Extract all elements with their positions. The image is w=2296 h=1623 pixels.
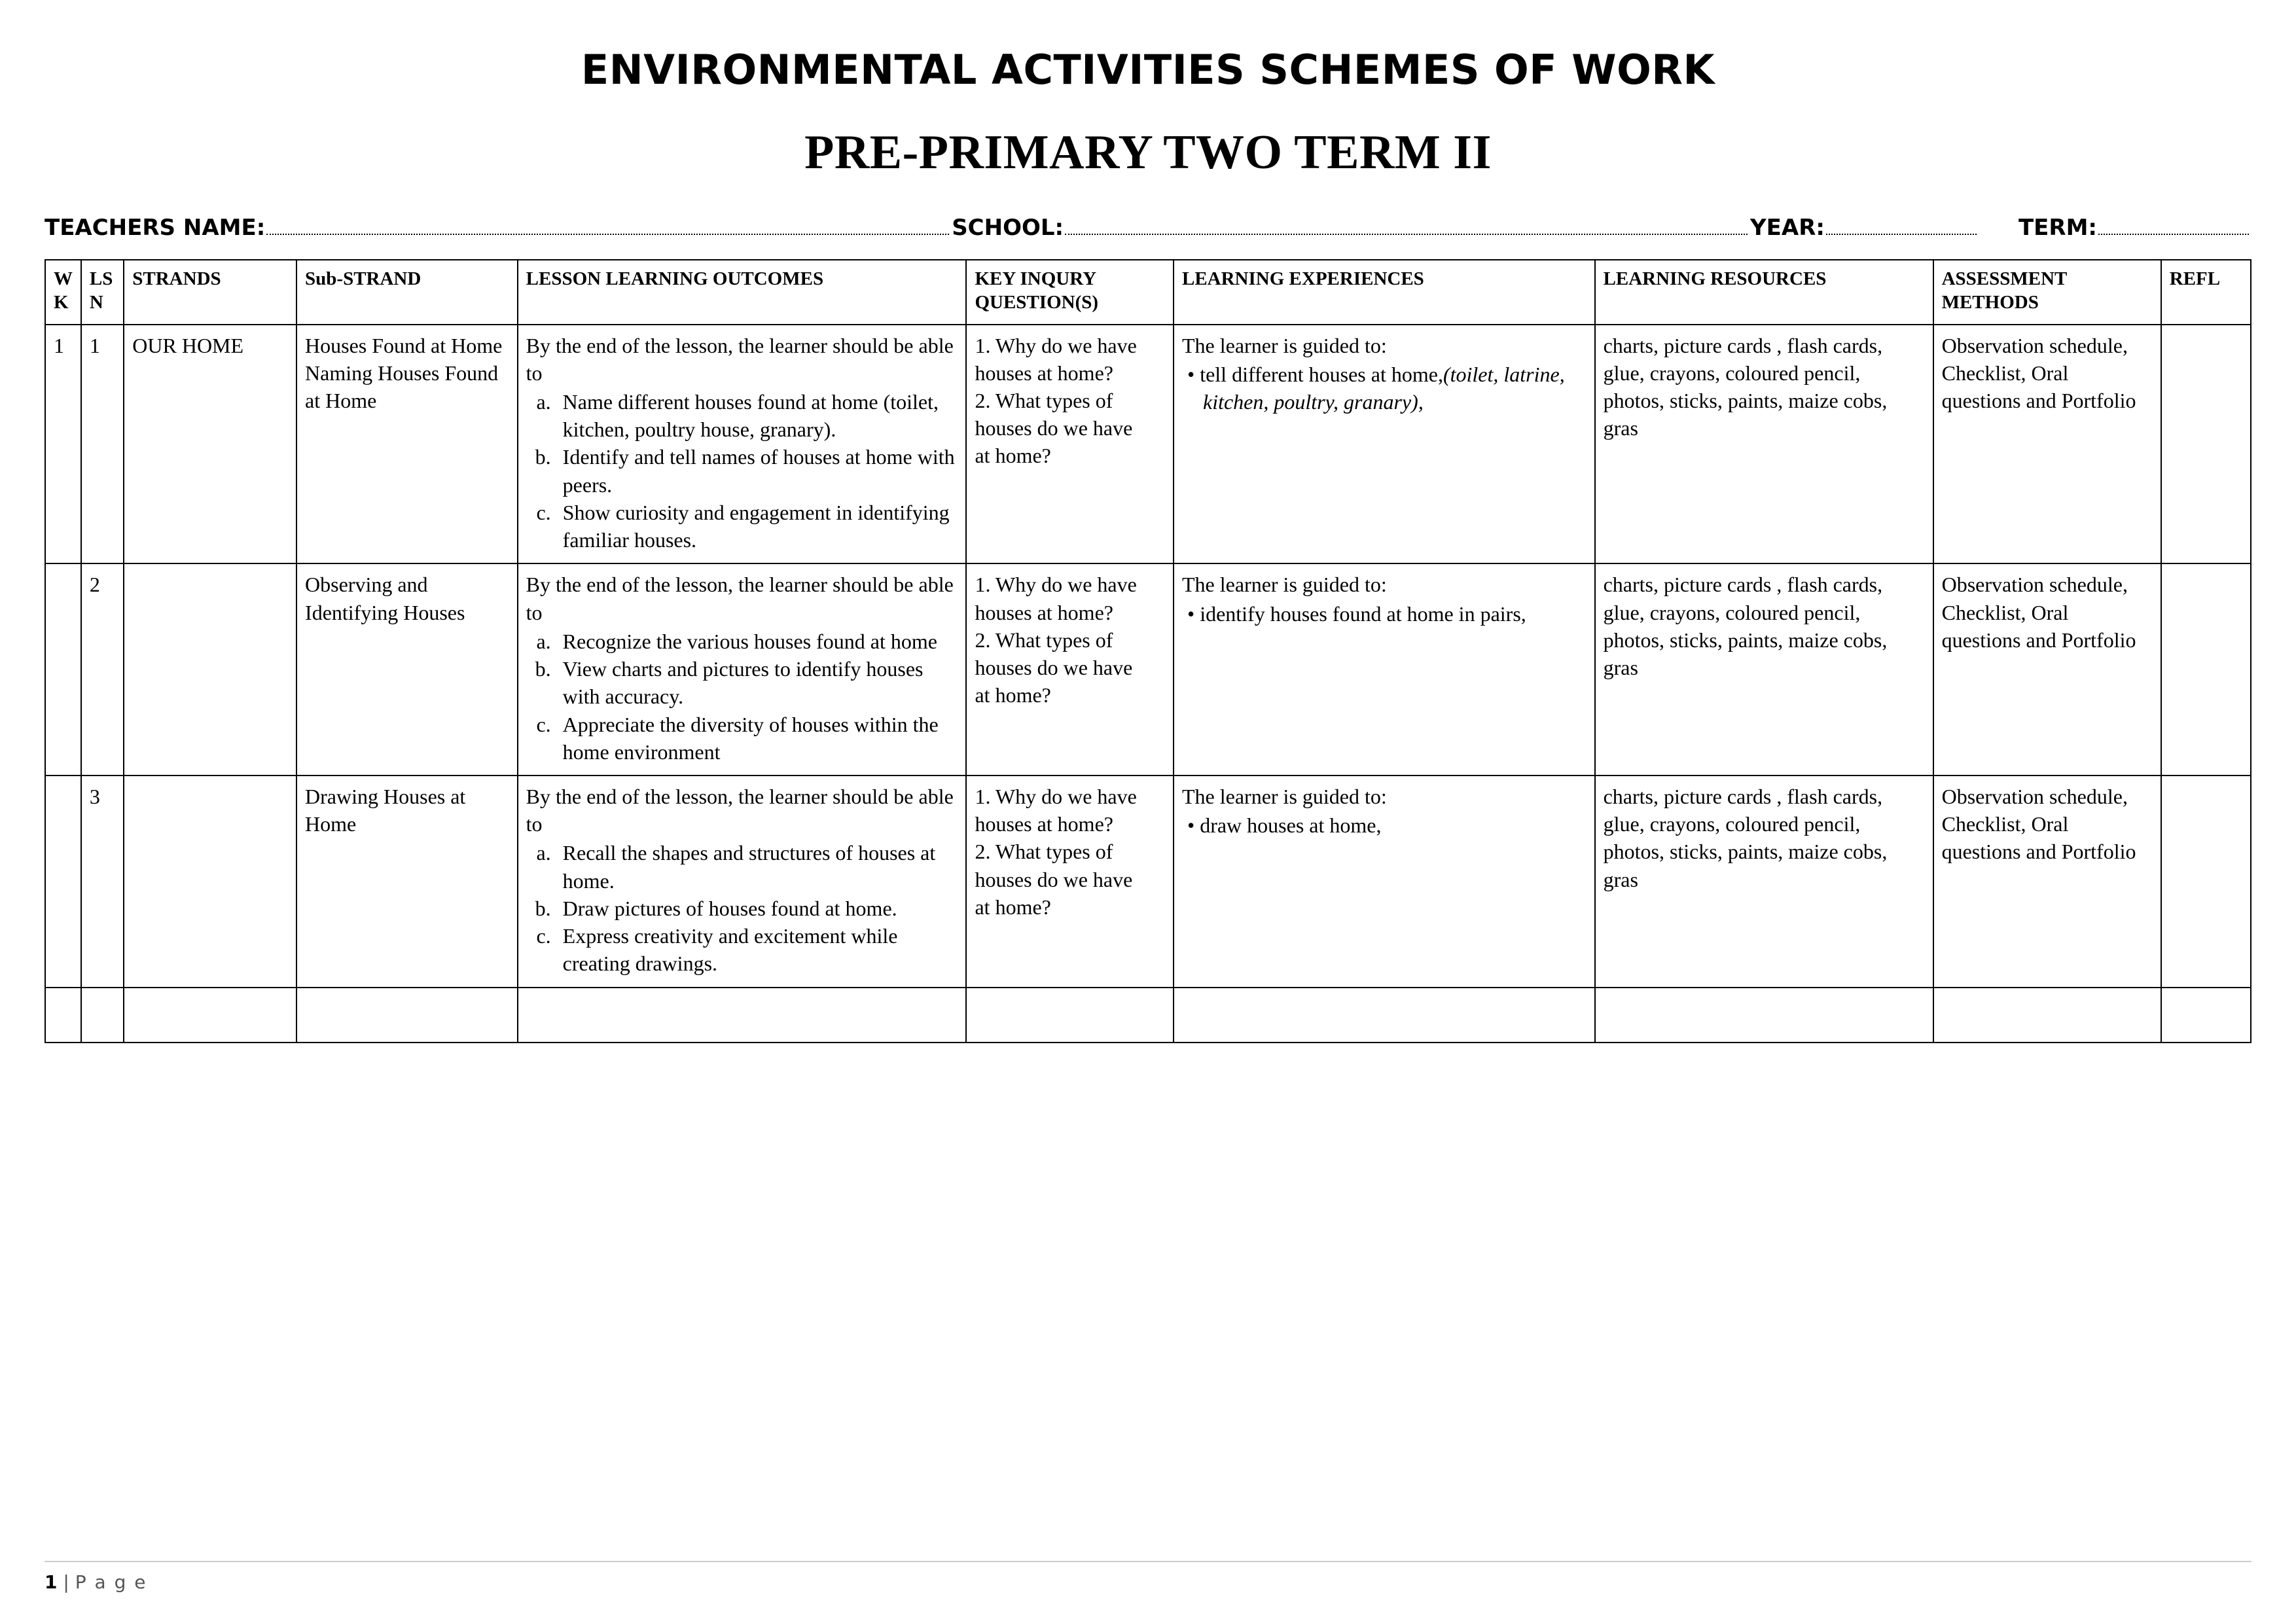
outcome-item: c. Show curiosity and engagement in identifying familiar houses. xyxy=(556,499,958,554)
cell-lsn: 2 xyxy=(81,563,124,776)
header-key-inquiry-questions: KEY INQURY QUESTION(S) xyxy=(966,260,1174,325)
cell-learning-experiences xyxy=(1174,563,1595,776)
cell-strand: OUR HOME xyxy=(124,325,296,564)
outcome-list xyxy=(526,839,958,977)
teachers-name-field[interactable] xyxy=(266,233,949,235)
cell-learning-resources[interactable] xyxy=(1595,988,1933,1043)
header-strands: STRANDS xyxy=(124,260,296,325)
kiq-line: at home? xyxy=(975,895,1051,919)
cell-wk xyxy=(45,563,81,776)
cell-learning-resources: charts, picture cards , flash cards, glue, crayons, coloured pencil, photos, sticks, paints, maize cobs, gras xyxy=(1595,563,1933,776)
cell-outcomes xyxy=(518,563,967,776)
page-subtitle: PRE-PRIMARY TWO TERM II xyxy=(804,126,1492,179)
outcome-item: a. Recall the shapes and structures of houses at home. xyxy=(556,839,958,894)
cell-outcomes xyxy=(518,776,967,988)
document-meta-row xyxy=(45,215,2251,241)
table-row xyxy=(45,563,2251,776)
cell-sub-strand: Houses Found at Home Naming Houses Found at Home xyxy=(296,325,518,564)
outcome-item: b. Identify and tell names of houses at home with peers. xyxy=(556,443,958,498)
school-label: SCHOOL: xyxy=(952,215,1064,241)
header-sub-strand: Sub-STRAND xyxy=(296,260,518,325)
cell-assessment-methods: Observation schedule, Checklist, Oral questions and Portfolio xyxy=(1933,776,2161,988)
cell-refl[interactable] xyxy=(2161,563,2251,776)
experience-list xyxy=(1182,361,1587,416)
header-assessment-methods: ASSESSMENT METHODS xyxy=(1933,260,2161,325)
cell-sub-strand: Observing and Identifying Houses xyxy=(296,563,518,776)
experience-list xyxy=(1182,812,1587,839)
schemes-of-work-table xyxy=(45,259,2251,1043)
kiq-line: at home? xyxy=(975,683,1051,707)
school-field[interactable] xyxy=(1065,233,1748,235)
outcome-item: b. Draw pictures of houses found at home. xyxy=(556,895,958,922)
kiq-line: 2. What types of houses do we have xyxy=(975,388,1133,440)
teachers-name-label: TEACHERS NAME: xyxy=(45,215,266,241)
outcome-item: a. Name different houses found at home (toilet, kitchen, poultry house, granary). xyxy=(556,388,958,443)
experience-item xyxy=(1200,361,1587,416)
footer-page-number: 1 xyxy=(45,1571,58,1593)
kiq-line: 2. What types of houses do we have xyxy=(975,840,1133,891)
cell-outcomes[interactable] xyxy=(518,988,967,1043)
cell-assessment-methods: Observation schedule, Checklist, Oral questions and Portfolio xyxy=(1933,325,2161,564)
experience-lead: The learner is guided to: xyxy=(1181,333,1387,357)
footer-page-word: P a g e xyxy=(75,1571,147,1593)
experience-text-italic: (toilet, latrine, kitchen, poultry, granary), xyxy=(1202,362,1565,414)
table-header-row xyxy=(45,260,2251,325)
kiq-line: at home? xyxy=(975,444,1051,468)
experience-text: identify houses found at home in pairs, xyxy=(1200,601,1526,626)
cell-wk xyxy=(45,776,81,988)
table-row xyxy=(45,776,2251,988)
cell-lsn: 1 xyxy=(81,325,124,564)
outcome-lead: By the end of the lesson, the learner should be able to xyxy=(526,333,954,385)
cell-learning-experiences xyxy=(1174,776,1595,988)
kiq-line: 2. What types of houses do we have xyxy=(975,628,1133,680)
cell-lsn[interactable] xyxy=(81,988,124,1043)
kiq-line: 1. Why do we have houses at home? xyxy=(975,573,1137,624)
cell-key-inquiry-questions xyxy=(966,776,1174,988)
experience-list xyxy=(1182,600,1587,628)
cell-assessment-methods[interactable] xyxy=(1933,988,2161,1043)
year-label: YEAR: xyxy=(1750,215,1825,241)
outcome-lead: By the end of the lesson, the learner should be able to xyxy=(526,573,954,624)
header-wk: W K xyxy=(45,260,81,325)
outcome-list xyxy=(526,388,958,554)
cell-lsn: 3 xyxy=(81,776,124,988)
experience-item xyxy=(1200,600,1587,628)
cell-strand[interactable] xyxy=(124,988,296,1043)
cell-sub-strand: Drawing Houses at Home xyxy=(296,776,518,988)
cell-learning-experiences xyxy=(1174,325,1595,564)
page-title: ENVIRONMENTAL ACTIVITIES SCHEMES OF WORK xyxy=(581,46,1715,94)
cell-learning-resources: charts, picture cards , flash cards, glue, crayons, coloured pencil, photos, sticks, paints, maize cobs, gras xyxy=(1595,776,1933,988)
outcome-list xyxy=(526,628,958,766)
header-lsn: LS N xyxy=(81,260,124,325)
header-refl: REFL xyxy=(2161,260,2251,325)
experience-text: tell different houses at home, xyxy=(1200,362,1443,386)
cell-wk[interactable] xyxy=(45,988,81,1043)
header-lesson-learning-outcomes: LESSON LEARNING OUTCOMES xyxy=(518,260,967,325)
cell-sub-strand[interactable] xyxy=(296,988,518,1043)
cell-strand xyxy=(124,563,296,776)
kiq-line: 1. Why do we have houses at home? xyxy=(975,785,1137,836)
experience-item xyxy=(1200,812,1587,839)
outcome-item: c. Express creativity and excitement while creating drawings. xyxy=(556,922,958,977)
cell-key-inquiry-questions xyxy=(966,563,1174,776)
year-field[interactable] xyxy=(1826,233,1977,235)
experience-lead: The learner is guided to: xyxy=(1181,573,1387,597)
header-learning-experiences: LEARNING EXPERIENCES xyxy=(1174,260,1595,325)
experience-text: draw houses at home, xyxy=(1200,813,1382,838)
cell-strand xyxy=(124,776,296,988)
cell-refl[interactable] xyxy=(2161,988,2251,1043)
cell-assessment-methods: Observation schedule, Checklist, Oral questions and Portfolio xyxy=(1933,563,2161,776)
cell-refl[interactable] xyxy=(2161,325,2251,564)
cell-key-inquiry-questions xyxy=(966,325,1174,564)
term-label: TERM: xyxy=(2018,215,2098,241)
header-learning-resources: LEARNING RESOURCES xyxy=(1595,260,1933,325)
cell-wk: 1 xyxy=(45,325,81,564)
term-field[interactable] xyxy=(2098,233,2249,235)
cell-learning-experiences[interactable] xyxy=(1174,988,1595,1043)
outcome-item: a. Recognize the various houses found at home xyxy=(556,628,958,655)
page-footer xyxy=(45,1561,2251,1593)
outcome-lead: By the end of the lesson, the learner should be able to xyxy=(526,785,954,836)
table-row-empty xyxy=(45,988,2251,1043)
footer-separator: | xyxy=(63,1571,69,1593)
cell-key-inquiry-questions[interactable] xyxy=(966,988,1174,1043)
table-row xyxy=(45,325,2251,564)
outcome-item: b. View charts and pictures to identify houses with accuracy. xyxy=(556,655,958,710)
cell-refl[interactable] xyxy=(2161,776,2251,988)
kiq-line: 1. Why do we have houses at home? xyxy=(975,333,1137,385)
cell-learning-resources: charts, picture cards , flash cards, glue, crayons, coloured pencil, photos, sticks, paints, maize cobs, gras xyxy=(1595,325,1933,564)
outcome-item: c. Appreciate the diversity of houses within the home environment xyxy=(556,711,958,766)
experience-lead: The learner is guided to: xyxy=(1181,785,1387,809)
cell-outcomes xyxy=(518,325,967,564)
